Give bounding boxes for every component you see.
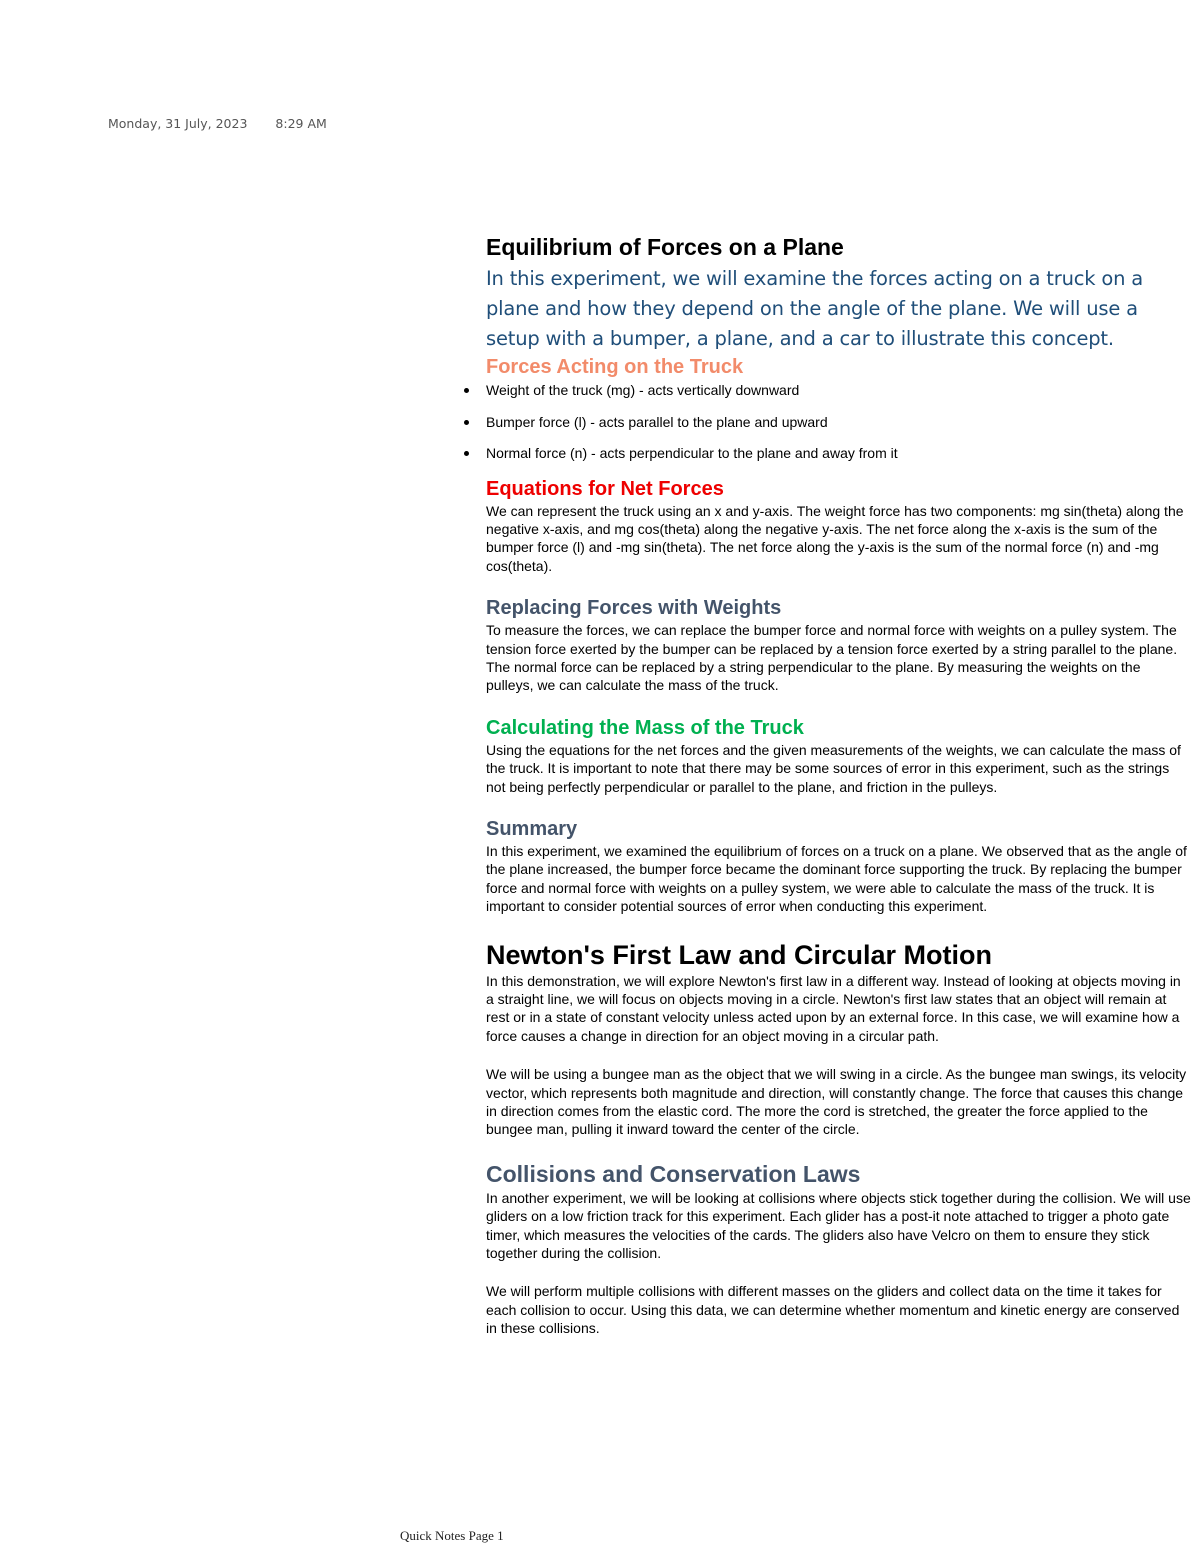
list-item <box>464 413 1191 431</box>
bullet-icon <box>464 388 469 393</box>
heading-replacing: Replacing Forces with Weights <box>486 597 782 620</box>
list-item <box>464 444 1191 462</box>
bullet-icon <box>464 420 469 425</box>
list-item-text: Weight of the truck (mg) - acts vertically downward <box>486 382 800 398</box>
newton-paragraph-2: We will be using a bungee man as the object that we will swing in a circle. As the bungee man swings, its velocity vector, which represents both magnitude and direction, will constantly change. The force that causes this change in direction comes from the elastic cord. The more the cord is stretched, the greater the force applied to the bungee man, pulling it inward toward the center of the circle. <box>486 1066 1187 1138</box>
heading-forces-acting: Forces Acting on the Truck <box>486 356 744 378</box>
list-item <box>464 381 1191 399</box>
summary-paragraph: In this experiment, we examined the equilibrium of forces on a truck on a plane. We observed that as the angle of the plane increased, the bumper force became the dominant force supporting the truck. By replacing the bumper force and normal force with weights on a pulley system, we were able to calculate the mass of the truck. It is important to consider potential sources of error when conducting this experiment. <box>486 842 1187 915</box>
title-equilibrium: Equilibrium of Forces on a Plane <box>486 234 844 260</box>
note-timestamp <box>108 116 327 131</box>
heading-equations: Equations for Net Forces <box>486 477 724 500</box>
intro-paragraph: In this experiment, we will examine the forces acting on a truck on a plane and how they depend on the angle of the plane. We will use a setup with a bumper, a plane, and a car to illustrate this concept. <box>486 267 1143 350</box>
replacing-paragraph: To measure the forces, we can replace the bumper force and normal force with weights on a pulley system. The tension force exerted by the bumper can be replaced by a tension force exerted by a string parallel to the plane. The normal force can be replaced by a string perpendicular to the plane. By measuring the weights on the pulleys, we can calculate the mass of the truck. <box>486 622 1178 694</box>
note-time: 8:29 AM <box>275 116 327 131</box>
forces-list <box>464 381 1191 462</box>
newton-paragraph-1: In this demonstration, we will explore Newton's first law in a different way. Instead of looking at objects moving in a straight line, we will focus on objects moving in a circle. Newton's first law states that an object will remain at rest or in a state of constant velocity unless acted upon by an external force. In this case, we will examine how a force causes a change in direction for an object moving in a circular path. <box>486 972 1181 1044</box>
note-content <box>486 232 1191 1338</box>
collisions-paragraph-1: In another experiment, we will be looking at collisions where objects stick together during the collision. We will use gliders on a low friction track for this experiment. Each glider has a post-it note attached to trigger a photo gate timer, which measures the velocities of the cards. The gliders also have Velcro on them to ensure they stick together during the collision. <box>486 1189 1191 1262</box>
bullet-icon <box>464 451 469 456</box>
title-newton: Newton's First Law and Circular Motion <box>486 939 992 970</box>
collisions-paragraph-2: We will perform multiple collisions with different masses on the gliders and collect data on the time it takes for each collision to occur. Using this data, we can determine whether momentum and kinetic energy are conserved in these collisions. <box>486 1283 1180 1337</box>
title-collisions: Collisions and Conservation Laws <box>486 1160 861 1187</box>
page-footer: Quick Notes Page 1 <box>400 1528 504 1543</box>
heading-summary: Summary <box>486 817 578 840</box>
list-item-text: Normal force (n) - acts perpendicular to the plane and away from it <box>486 445 898 461</box>
calculating-paragraph: Using the equations for the net forces and the given measurements of the weights, we can calculate the mass of the truck. It is important to note that there may be some sources of error in this experiment, such as the strings not being perfectly perpendicular or parallel to the plane, and friction in the pulleys. <box>486 741 1181 795</box>
list-item-text: Bumper force (l) - acts parallel to the plane and upward <box>486 413 828 430</box>
equations-paragraph: We can represent the truck using an x and y-axis. The weight force has two components: mg sin(theta) along the negative x-axis, and mg cos(theta) along the negative y-axis. The net force along the x-axis is the sum of the bumper force (l) and -mg sin(theta). The net force along the y-axis is the sum of the normal force (n) and -mg cos(theta). <box>486 502 1184 574</box>
heading-calculating: Calculating the Mass of the Truck <box>486 716 804 739</box>
note-date: Monday, 31 July, 2023 <box>108 116 248 131</box>
